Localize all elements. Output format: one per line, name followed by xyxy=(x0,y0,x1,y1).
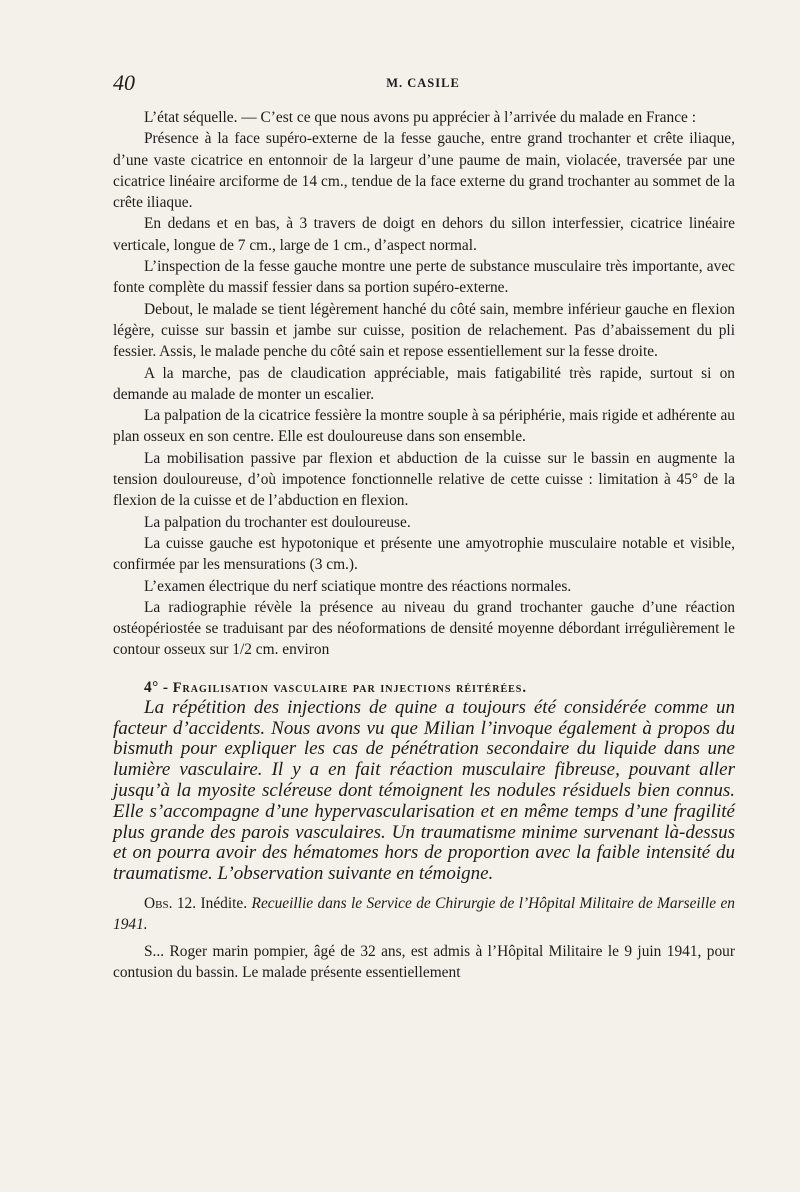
paragraph: La radiographie révèle la présence au niveau du grand trochanter gauche d’une réaction ostéopériostée se traduisant par des néoformations de densité moyenne débordant irrégulièrement le contour osseux sur 1/2 cm. environ xyxy=(113,598,735,659)
paragraph: La palpation de la cicatrice fessière la montre souple à sa périphérie, mais rigide et adhérente au plan osseux en son centre. Elle est douloureuse dans son ensemble. xyxy=(113,407,735,446)
section-heading xyxy=(113,678,735,698)
section-intro: La répétition des injections de quine a toujours été considérée comme un facteur d’accidents. Nous avons vu que Milian l’invoque également à propos du bismuth pour expliquer les cas de pénétration secondaire du liquide dans une lumière vasculaire. Il y a en fait réaction musculaire fibreuse, pouvant aller jusqu’à la myosite scléreuse dont témoignent les nodules résiduels bien connus. Elle s’accompagne d’une hypervascularisation et en même temps d’une fragilité plus grande des parois vasculaires. Un traumatisme minime survenant là-dessus et on pourra avoir des hématomes hors de proportion avec la faible intensité du traumatisme. L’observation suivante en témoigne. xyxy=(113,696,735,885)
paragraph: La palpation du trochanter est douloureuse. xyxy=(144,513,411,531)
page-number: 40 xyxy=(113,70,135,95)
observation-header xyxy=(113,893,735,935)
observation-status: Inédite. xyxy=(200,894,248,912)
paragraph: En dedans et en bas, à 3 travers de doigt en dehors du sillon interfessier, cicatrice linéaire verticale, longue de 7 cm., large de 1 cm., d’aspect normal. xyxy=(113,215,735,254)
paragraph: Debout, le malade se tient légèrement hanché du côté sain, membre inférieur gauche en flexion légère, cuisse sur bassin et jambe sur cuisse, position de relachement. Pas d’abaissement du pli fessier. Assis, le malade penche du côté sain et repose essentiellement sur la fesse droite. xyxy=(113,300,735,361)
running-head: M. CASILE xyxy=(386,76,460,90)
paragraph: L’état séquelle. — C’est ce que nous avons pu apprécier à l’arrivée du malade en France : xyxy=(144,109,696,126)
section-number: 4° - xyxy=(144,678,169,696)
section-title: Fragilisation vasculaire par injections réitérées. xyxy=(172,679,527,696)
paragraph: L’examen électrique du nerf sciatique montre des réactions normales. xyxy=(144,577,572,595)
page-header xyxy=(113,70,733,94)
case-paragraph: S... Roger marin pompier, âgé de 32 ans, est admis à l’Hôpital Militaire le 9 juin 1941, pour contusion du bassin. Le malade présente essentiellement xyxy=(113,942,735,982)
observation-label: Obs. 12. xyxy=(144,894,197,912)
page-body xyxy=(113,107,735,983)
paragraph: Présence à la face supéro-externe de la fesse gauche, entre grand trochanter et crête iliaque, d’une vaste cicatrice en entonnoir de la largeur d’une paume de main, violacée, traversée par une cicatrice linéaire arciforme de 14 cm., tendue de la face externe du grand trochanter au sommet de la crête iliaque. xyxy=(113,130,735,212)
observation-source: Recueillie dans le Service de Chirurgie de l’Hôpital Militaire de Marseille en 1941. xyxy=(113,894,736,933)
paragraph: L’inspection de la fesse gauche montre une perte de substance musculaire très importante, avec fonte complète du massif fessier dans sa portion supéro-externe. xyxy=(113,258,735,297)
paragraph: La mobilisation passive par flexion et abduction de la cuisse sur le bassin en augmente la tension douloureuse, d’où impotence fonctionnelle relative de cette cuisse : limitation à 45° de la flexion de la cuisse et de l’abduction en flexion. xyxy=(113,449,735,510)
paragraph: La cuisse gauche est hypotonique et présente une amyotrophie musculaire notable et visible, confirmée par les mensurations (3 cm.). xyxy=(113,534,735,574)
paragraph: A la marche, pas de claudication appréciable, mais fatigabilité très rapide, surtout si on demande au malade de monter un escalier. xyxy=(113,364,735,403)
